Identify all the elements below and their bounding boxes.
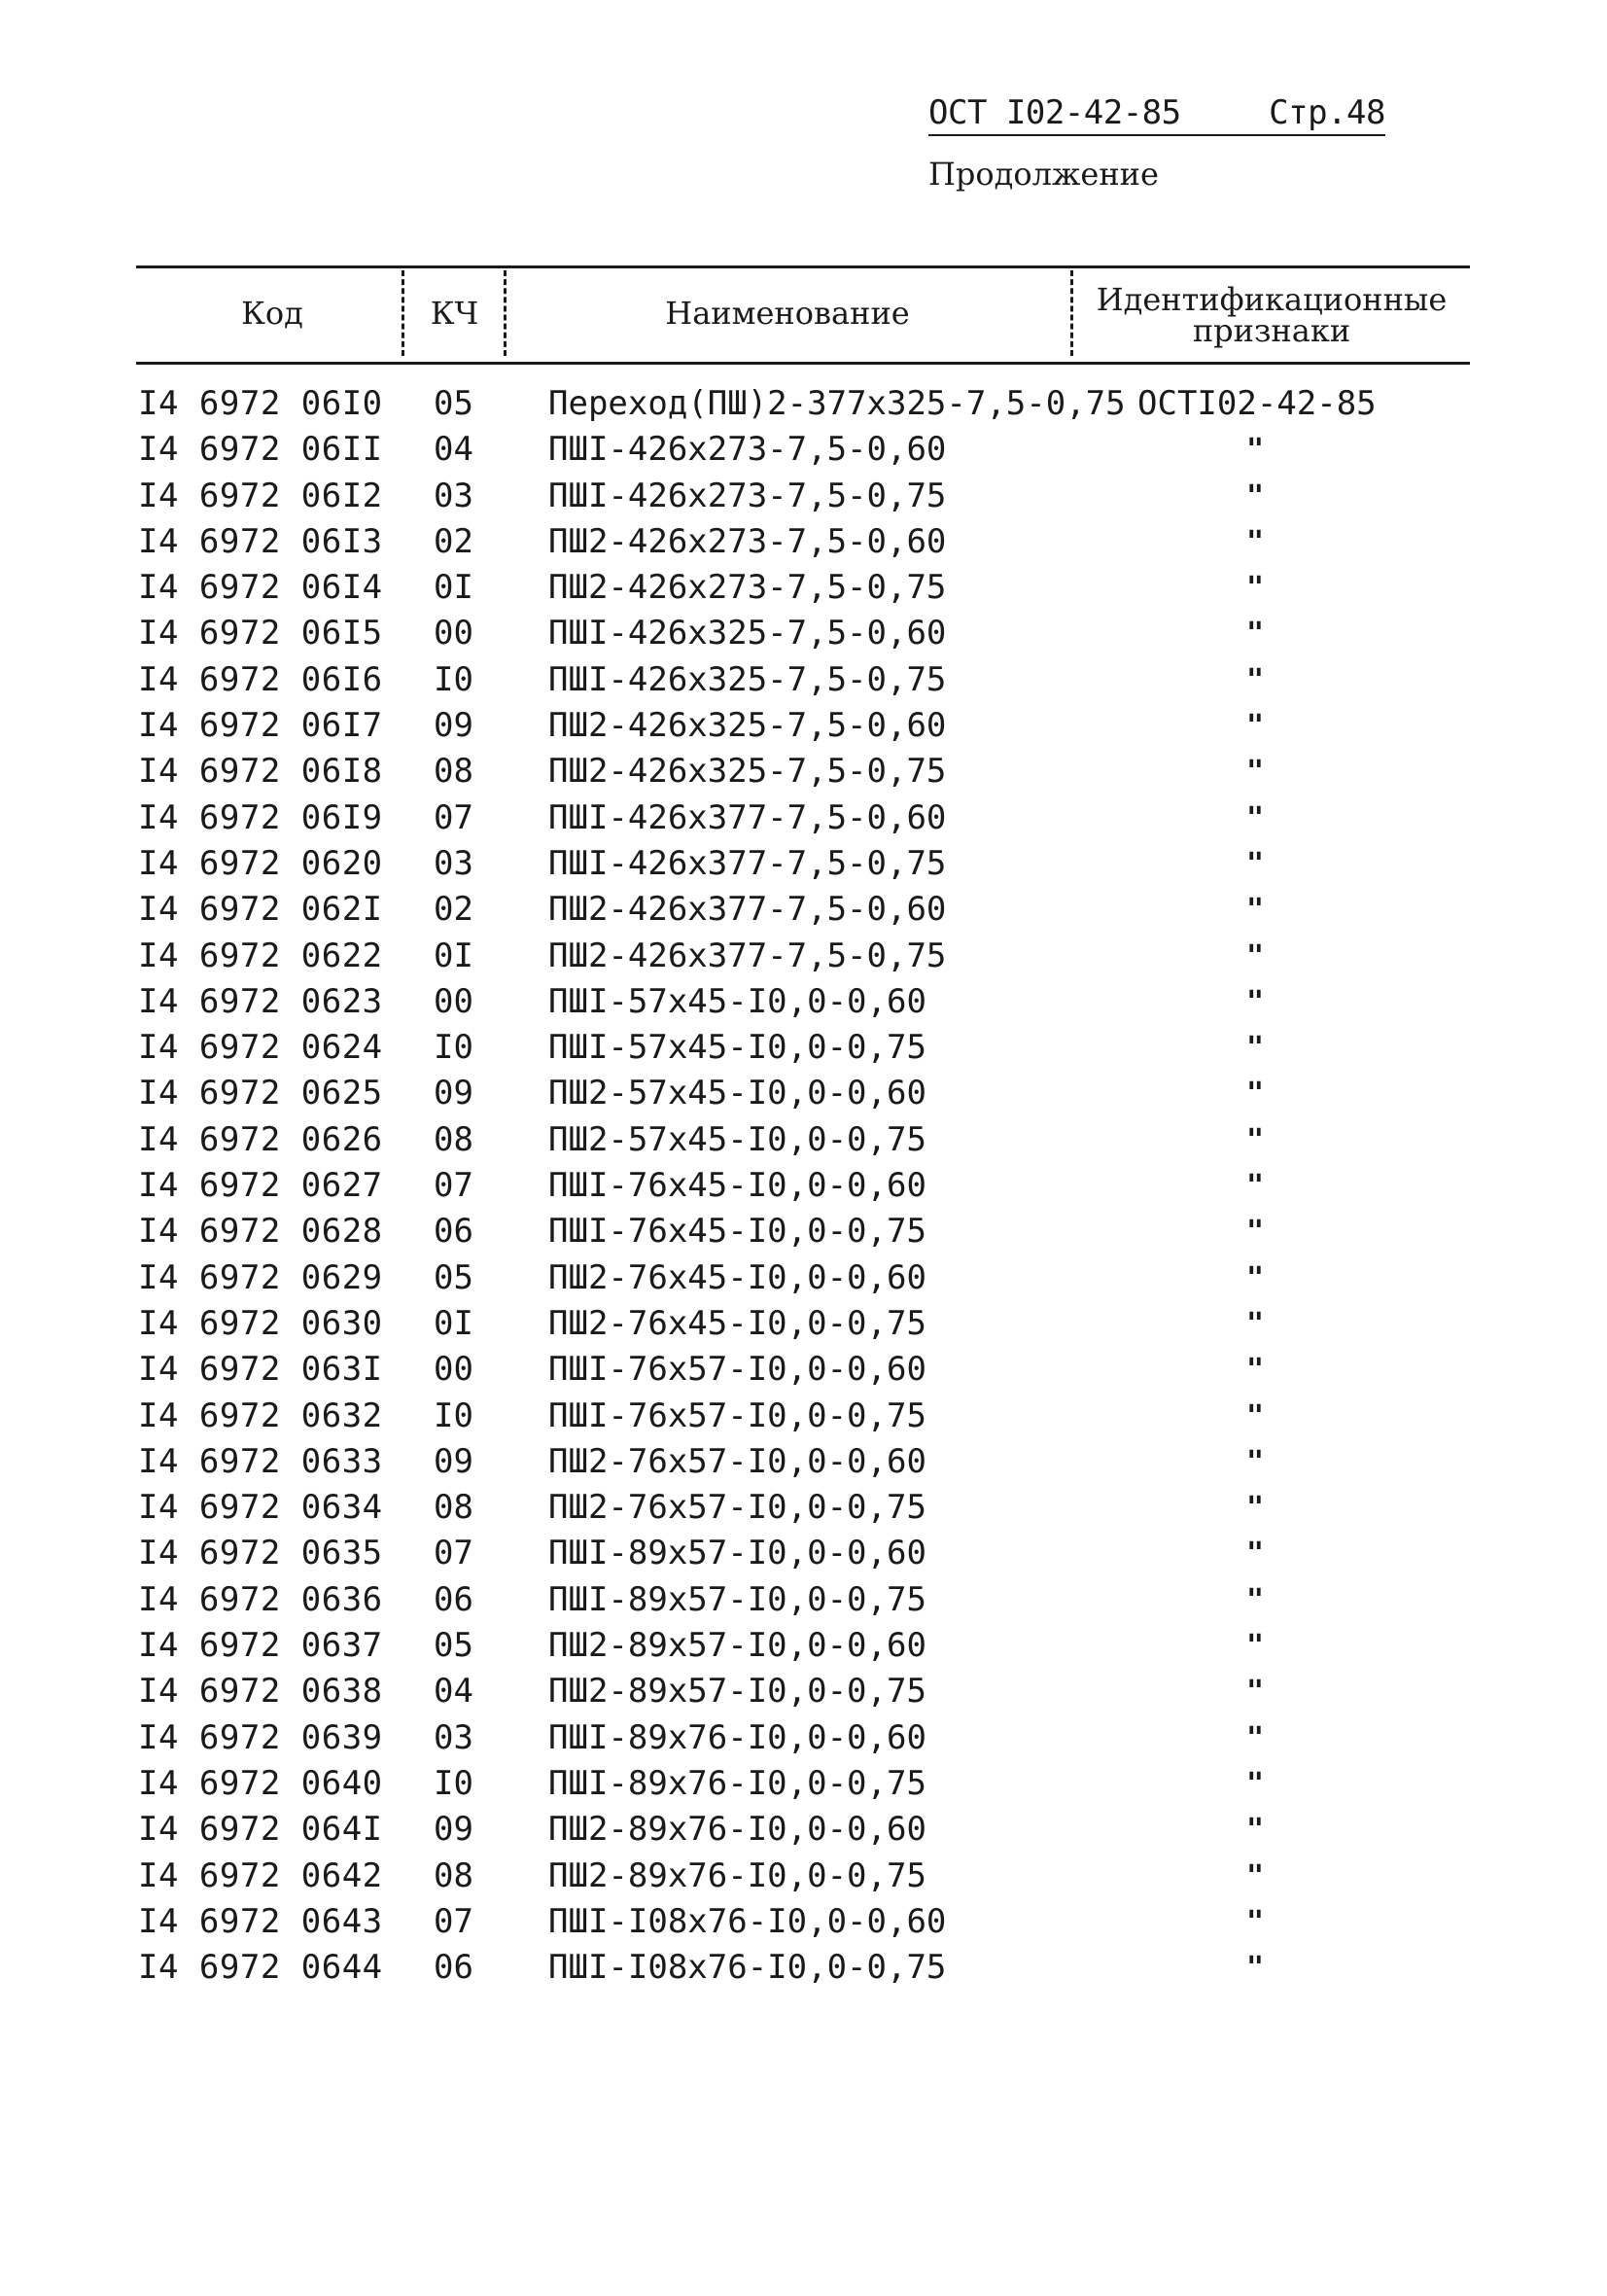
- column-header-name: Наименование: [665, 295, 910, 332]
- column-header-code: Код: [241, 295, 303, 332]
- continuation-label: Продолжение: [928, 156, 1159, 193]
- cell-id: ": [1246, 1077, 1265, 1112]
- cell-name: ПШI-426х377-7,5-0,75: [548, 843, 947, 883]
- cell-kch: 08: [434, 1119, 473, 1159]
- table-row: [0, 1899, 1607, 1945]
- cell-name: ПШI-89х76-I0,0-0,75: [548, 1763, 926, 1803]
- cell-name: ПШI-426х325-7,5-0,75: [548, 659, 947, 699]
- table-header-bottom-rule: [136, 362, 1470, 365]
- table-row: [0, 657, 1607, 703]
- cell-code: I4 6972 0628: [138, 1212, 383, 1252]
- cell-name: ПШI-76х45-I0,0-0,60: [548, 1166, 926, 1206]
- table-row: [0, 1531, 1607, 1576]
- cell-code: I4 6972 06I0: [138, 384, 383, 423]
- cell-code: I4 6972 06II: [138, 430, 383, 470]
- table-row: [0, 1623, 1607, 1669]
- cell-code: I4 6972 0626: [138, 1119, 383, 1159]
- table-row: [0, 381, 1607, 427]
- cell-name: ПШ2-89х76-I0,0-0,75: [548, 1855, 926, 1895]
- cell-name: ПШI-76х45-I0,0-0,75: [548, 1212, 926, 1252]
- column-separator: [1070, 270, 1073, 356]
- cell-name: ПШI-I08х76-I0,0-0,60: [548, 1901, 947, 1941]
- cell-code: I4 6972 0627: [138, 1166, 383, 1206]
- cell-kch: 09: [434, 706, 473, 746]
- cell-kch: 0I: [434, 568, 473, 608]
- cell-code: I4 6972 06I2: [138, 476, 383, 515]
- cell-kch: 09: [434, 1441, 473, 1481]
- cell-code: I4 6972 0637: [138, 1626, 383, 1666]
- cell-id: ": [1246, 1537, 1265, 1572]
- column-separator: [402, 270, 404, 356]
- table-row: [0, 841, 1607, 887]
- cell-id: ": [1246, 571, 1265, 606]
- table-row: [0, 565, 1607, 611]
- table-row: [0, 979, 1607, 1025]
- table-top-rule: [136, 265, 1470, 268]
- cell-name: ПШI-57х45-I0,0-0,75: [548, 1028, 926, 1068]
- table-row: [0, 1209, 1607, 1254]
- cell-kch: 07: [434, 797, 473, 837]
- cell-id: ": [1246, 662, 1265, 697]
- column-header-id-line1: Идентификационные: [1096, 281, 1448, 318]
- table-row: [0, 1301, 1607, 1347]
- cell-id: ": [1246, 433, 1265, 468]
- cell-id: ": [1246, 1122, 1265, 1157]
- cell-kch: 06: [434, 1579, 473, 1619]
- cell-code: I4 6972 06I9: [138, 797, 383, 837]
- cell-name: ПШI-89х57-I0,0-0,75: [548, 1579, 926, 1619]
- cell-id: ": [1246, 1444, 1265, 1479]
- table-row: [0, 1025, 1607, 1071]
- cell-name: ПШ2-57х45-I0,0-0,60: [548, 1074, 926, 1113]
- table-row: [0, 703, 1607, 749]
- cell-id: ": [1246, 1858, 1265, 1893]
- table-row: [0, 1163, 1607, 1209]
- cell-kch: 06: [434, 1948, 473, 1988]
- cell-kch: 09: [434, 1074, 473, 1113]
- cell-name: ПШ2-89х57-I0,0-0,75: [548, 1672, 926, 1712]
- column-header-kch: КЧ: [430, 295, 479, 332]
- cell-name: ПШ2-76х45-I0,0-0,60: [548, 1257, 926, 1297]
- table-row: [0, 1394, 1607, 1439]
- table-row: [0, 1347, 1607, 1393]
- table-row: [0, 1669, 1607, 1714]
- cell-kch: 05: [434, 384, 473, 423]
- cell-code: I4 6972 0622: [138, 936, 383, 975]
- column-separator: [504, 270, 507, 356]
- table-row: [0, 1854, 1607, 1899]
- column-header-id-line2: признаки: [1192, 312, 1351, 349]
- cell-code: I4 6972 06I4: [138, 568, 383, 608]
- cell-kch: 05: [434, 1626, 473, 1666]
- table-row: [0, 1715, 1607, 1761]
- cell-id: ": [1246, 524, 1265, 559]
- cell-kch: 07: [434, 1166, 473, 1206]
- table-row: [0, 611, 1607, 656]
- table-row: [0, 519, 1607, 565]
- cell-id: ": [1246, 1629, 1265, 1664]
- cell-name: ПШ2-426х377-7,5-0,60: [548, 890, 947, 930]
- cell-name: ПШI-426х273-7,5-0,60: [548, 430, 947, 470]
- cell-kch: 00: [434, 981, 473, 1021]
- cell-name: ПШI-76х57-I0,0-0,75: [548, 1395, 926, 1435]
- cell-code: I4 6972 0623: [138, 981, 383, 1021]
- cell-kch: I0: [434, 1028, 473, 1068]
- cell-kch: 04: [434, 1672, 473, 1712]
- cell-name: ПШ2-426х377-7,5-0,75: [548, 936, 947, 975]
- cell-code: I4 6972 062I: [138, 890, 383, 930]
- cell-id: ": [1246, 478, 1265, 513]
- cell-code: I4 6972 0620: [138, 843, 383, 883]
- cell-id: ": [1246, 800, 1265, 835]
- cell-id: ": [1246, 1766, 1265, 1801]
- cell-code: I4 6972 0643: [138, 1901, 383, 1941]
- cell-id: ": [1246, 1353, 1265, 1388]
- cell-code: I4 6972 0644: [138, 1948, 383, 1988]
- cell-name: ПШI-426х377-7,5-0,60: [548, 797, 947, 837]
- cell-code: I4 6972 0630: [138, 1303, 383, 1343]
- table-row: [0, 1945, 1607, 1991]
- cell-kch: 04: [434, 430, 473, 470]
- cell-kch: I0: [434, 659, 473, 699]
- cell-name: Переход(ПШ)2-377х325-7,5-0,75: [548, 384, 1126, 423]
- cell-code: I4 6972 0640: [138, 1763, 383, 1803]
- cell-kch: 08: [434, 752, 473, 792]
- cell-id: ": [1246, 1215, 1265, 1250]
- cell-name: ПШ2-89х76-I0,0-0,60: [548, 1810, 926, 1850]
- cell-code: I4 6972 0633: [138, 1441, 383, 1481]
- cell-kch: 03: [434, 843, 473, 883]
- cell-id: ": [1246, 938, 1265, 973]
- cell-name: ПШI-I08х76-I0,0-0,75: [548, 1948, 947, 1988]
- cell-kch: 02: [434, 890, 473, 930]
- cell-id: ": [1246, 1491, 1265, 1526]
- cell-code: I4 6972 06I8: [138, 752, 383, 792]
- page-number: Стр.48: [1269, 93, 1385, 132]
- cell-code: I4 6972 06I3: [138, 521, 383, 561]
- cell-code: I4 6972 0632: [138, 1395, 383, 1435]
- cell-id: ": [1246, 1031, 1265, 1066]
- cell-id: ": [1246, 617, 1265, 652]
- cell-kch: 0I: [434, 1303, 473, 1343]
- cell-id: ОСТI02-42-85: [1137, 384, 1377, 423]
- cell-id: ": [1246, 1813, 1265, 1848]
- cell-name: ПШ2-426х325-7,5-0,75: [548, 752, 947, 792]
- cell-name: ПШ2-426х273-7,5-0,75: [548, 568, 947, 608]
- cell-kch: 09: [434, 1810, 473, 1850]
- cell-code: I4 6972 064I: [138, 1810, 383, 1850]
- table-row: [0, 1485, 1607, 1531]
- table-body: [0, 381, 1607, 1991]
- cell-id: ": [1246, 893, 1265, 928]
- cell-id: ": [1246, 755, 1265, 790]
- cell-name: ПШ2-426х325-7,5-0,60: [548, 706, 947, 746]
- table-row: [0, 1761, 1607, 1807]
- cell-kch: 06: [434, 1212, 473, 1252]
- cell-code: I4 6972 06I6: [138, 659, 383, 699]
- cell-kch: 02: [434, 521, 473, 561]
- cell-kch: 07: [434, 1901, 473, 1941]
- cell-kch: 0I: [434, 936, 473, 975]
- cell-kch: I0: [434, 1395, 473, 1435]
- cell-name: ПШ2-426х273-7,5-0,60: [548, 521, 947, 561]
- cell-kch: 03: [434, 476, 473, 515]
- cell-kch: 00: [434, 1350, 473, 1390]
- cell-name: ПШ2-57х45-I0,0-0,75: [548, 1119, 926, 1159]
- table-row: [0, 474, 1607, 519]
- cell-kch: 08: [434, 1488, 473, 1528]
- cell-code: I4 6972 0639: [138, 1717, 383, 1757]
- cell-name: ПШ2-89х57-I0,0-0,60: [548, 1626, 926, 1666]
- cell-kch: 03: [434, 1717, 473, 1757]
- cell-name: ПШ2-76х45-I0,0-0,75: [548, 1303, 926, 1343]
- cell-name: ПШI-426х325-7,5-0,60: [548, 614, 947, 653]
- table-row: [0, 1577, 1607, 1623]
- cell-code: I4 6972 063I: [138, 1350, 383, 1390]
- table-row: [0, 934, 1607, 979]
- cell-kch: I0: [434, 1763, 473, 1803]
- table-row: [0, 427, 1607, 473]
- cell-name: ПШI-89х76-I0,0-0,60: [548, 1717, 926, 1757]
- cell-id: ": [1246, 984, 1265, 1019]
- table-row: [0, 1807, 1607, 1853]
- cell-code: I4 6972 0642: [138, 1855, 383, 1895]
- cell-id: ": [1246, 1951, 1265, 1986]
- table-row: [0, 1117, 1607, 1163]
- cell-id: ": [1246, 1675, 1265, 1710]
- cell-code: I4 6972 06I5: [138, 614, 383, 653]
- table-row: [0, 1255, 1607, 1301]
- cell-name: ПШI-57х45-I0,0-0,60: [548, 981, 926, 1021]
- table-row: [0, 1439, 1607, 1485]
- cell-code: I4 6972 0638: [138, 1672, 383, 1712]
- cell-code: I4 6972 0629: [138, 1257, 383, 1297]
- cell-kch: 05: [434, 1257, 473, 1297]
- document-standard-header: [928, 93, 1385, 136]
- cell-id: ": [1246, 1904, 1265, 1939]
- cell-code: I4 6972 06I7: [138, 706, 383, 746]
- cell-name: ПШ2-76х57-I0,0-0,60: [548, 1441, 926, 1481]
- cell-id: ": [1246, 1398, 1265, 1433]
- cell-id: ": [1246, 709, 1265, 744]
- cell-id: ": [1246, 1720, 1265, 1755]
- table-row: [0, 1071, 1607, 1116]
- cell-id: ": [1246, 1306, 1265, 1341]
- cell-id: ": [1246, 1582, 1265, 1617]
- cell-name: ПШI-426х273-7,5-0,75: [548, 476, 947, 515]
- cell-code: I4 6972 0624: [138, 1028, 383, 1068]
- table-row: [0, 749, 1607, 795]
- cell-kch: 08: [434, 1855, 473, 1895]
- cell-kch: 00: [434, 614, 473, 653]
- cell-code: I4 6972 0636: [138, 1579, 383, 1619]
- table-row: [0, 795, 1607, 841]
- cell-id: ": [1246, 1260, 1265, 1295]
- cell-name: ПШ2-76х57-I0,0-0,75: [548, 1488, 926, 1528]
- cell-code: I4 6972 0625: [138, 1074, 383, 1113]
- cell-name: ПШI-89х57-I0,0-0,60: [548, 1534, 926, 1573]
- cell-id: ": [1246, 846, 1265, 881]
- cell-code: I4 6972 0634: [138, 1488, 383, 1528]
- standard-number: ОСТ I02-42-85: [928, 93, 1181, 132]
- cell-id: ": [1246, 1169, 1265, 1204]
- cell-kch: 07: [434, 1534, 473, 1573]
- table-row: [0, 887, 1607, 933]
- cell-code: I4 6972 0635: [138, 1534, 383, 1573]
- cell-name: ПШI-76х57-I0,0-0,60: [548, 1350, 926, 1390]
